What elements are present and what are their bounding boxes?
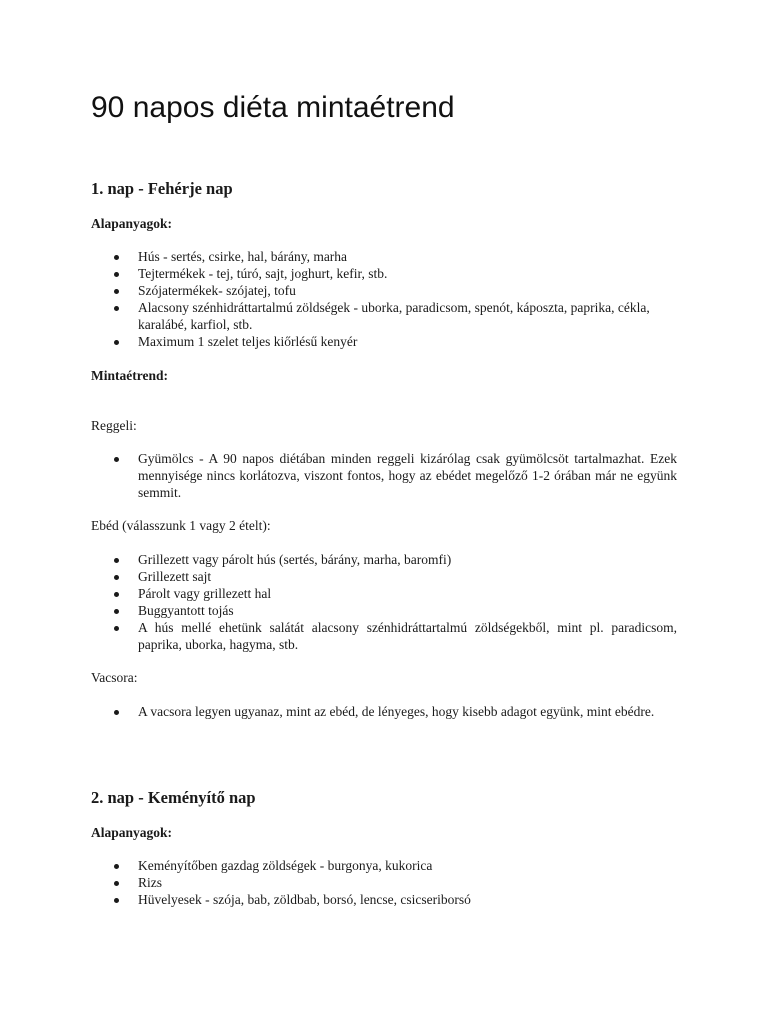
bullet-icon: [114, 898, 119, 903]
day1-ingredients-list: [91, 248, 677, 350]
page-title: 90 napos diéta mintaétrend: [91, 91, 455, 124]
list-item: Szójatermékek- szójatej, tofu: [91, 282, 677, 299]
breakfast-label: Reggeli:: [91, 418, 137, 433]
list-item: Grillezett sajt: [91, 568, 677, 585]
list-item: Keményítőben gazdag zöldségek - burgonya, kukorica: [91, 857, 677, 874]
day2-heading: 2. nap - Keményítő nap: [91, 788, 256, 807]
list-item: Rizs: [91, 874, 677, 891]
list-item: Maximum 1 szelet teljes kiőrlésű kenyér: [91, 333, 677, 350]
bullet-icon: [114, 340, 119, 345]
dinner-list: [91, 703, 677, 720]
bullet-icon: [114, 626, 119, 631]
bullet-icon: [114, 575, 119, 580]
list-item: A vacsora legyen ugyanaz, mint az ebéd, de lényeges, hogy kisebb adagot együnk, mint ebédre.: [91, 703, 677, 720]
breakfast-list: [91, 450, 677, 501]
bullet-icon: [114, 255, 119, 260]
lunch-list: [91, 551, 677, 653]
bullet-icon: [114, 609, 119, 614]
day2-ingredients-list: [91, 857, 677, 908]
bullet-icon: [114, 457, 119, 462]
list-item: Grillezett vagy párolt hús (sertés, bárány, marha, baromfi): [91, 551, 677, 568]
list-item: Alacsony szénhidráttartalmú zöldségek - uborka, paradicsom, spenót, káposzta, paprika, cékla, karalábé, karfiol, stb.: [91, 299, 677, 333]
lunch-label: Ebéd (válasszunk 1 vagy 2 ételt):: [91, 518, 271, 533]
bullet-icon: [114, 272, 119, 277]
list-item: A hús mellé ehetünk salátát alacsony szénhidráttartalmú zöldségekből, mint pl. paradicsom, paprika, uborka, hagyma, stb.: [91, 619, 677, 653]
bullet-icon: [114, 710, 119, 715]
list-item: Párolt vagy grillezett hal: [91, 585, 677, 602]
bullet-icon: [114, 592, 119, 597]
bullet-icon: [114, 881, 119, 886]
list-item: Hús - sertés, csirke, hal, bárány, marha: [91, 248, 677, 265]
day1-ingredients-label: Alapanyagok:: [91, 216, 173, 231]
list-item: Gyümölcs - A 90 napos diétában minden reggeli kizárólag csak gyümölcsöt tartalmazhat. Ezek mennyisége nincs korlátozva, viszont fontos, hogy az ebédet megelőző 1-2 órában már ne együnk semmit.: [91, 450, 677, 501]
bullet-icon: [114, 289, 119, 294]
day2-ingredients-label: Alapanyagok:: [91, 825, 173, 840]
day1-heading: 1. nap - Fehérje nap: [91, 179, 233, 198]
list-item: Buggyantott tojás: [91, 602, 677, 619]
bullet-icon: [114, 558, 119, 563]
bullet-icon: [114, 306, 119, 311]
day1-menu-label: Mintaétrend:: [91, 368, 168, 383]
dinner-label: Vacsora:: [91, 670, 138, 685]
list-item: Hüvelyesek - szója, bab, zöldbab, borsó, lencse, csicseriborsó: [91, 891, 677, 908]
list-item: Tejtermékek - tej, túró, sajt, joghurt, kefir, stb.: [91, 265, 677, 282]
bullet-icon: [114, 864, 119, 869]
